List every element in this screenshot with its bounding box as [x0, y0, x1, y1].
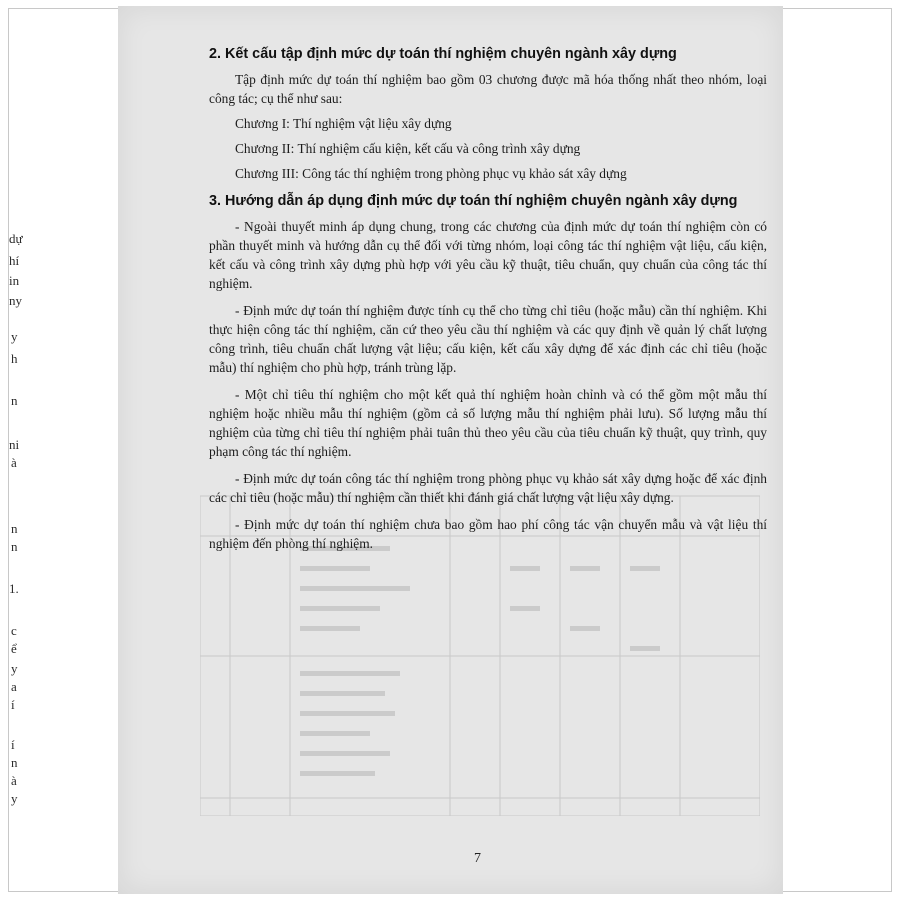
- facing-page-fragment: hí: [9, 253, 20, 268]
- facing-page-fragment: à: [11, 455, 17, 470]
- facing-page-fragment: í: [11, 697, 15, 712]
- chapter-list-item: Chương II: Thí nghiệm cấu kiện, kết cấu và công trình xây dựng: [235, 141, 581, 156]
- facing-page-fragment: dự: [9, 231, 23, 246]
- section-2-intro: Tập định mức dự toán thí nghiệm bao gồm 03 chương được mã hóa thống nhất theo nhóm, loại công tác; cụ thể như sau:: [209, 72, 767, 106]
- page-number: 7: [474, 851, 481, 866]
- facing-page-edge: [9, 9, 117, 891]
- facing-page-fragment: n: [11, 755, 18, 770]
- facing-page-fragment: n: [11, 521, 18, 536]
- section-3-paragraph: - Định mức dự toán công tác thí nghiệm trong phòng phục vụ khảo sát xây dựng hoặc để xác định các chỉ tiêu (hoặc mẫu) thí nghiệm cần thiết khi đánh giá chất lượng vật liệu xây dựng.: [209, 471, 767, 505]
- section-3-heading: 3. Hướng dẫn áp dụng định mức dự toán thí nghiệm chuyên ngành xây dựng: [209, 193, 738, 209]
- facing-page-fragment: n: [11, 539, 18, 554]
- chapter-list-item: Chương I: Thí nghiệm vật liệu xây dựng: [235, 116, 452, 131]
- facing-page-fragment: í: [11, 737, 15, 752]
- facing-page-fragment: n: [11, 393, 18, 408]
- document-page: [118, 6, 783, 894]
- facing-page-fragment: a: [11, 679, 17, 694]
- section-2-heading: 2. Kết cấu tập định mức dự toán thí nghiệm chuyên ngành xây dựng: [209, 46, 677, 62]
- section-3-paragraph: - Định mức dự toán thí nghiệm được tính cụ thể cho từng chỉ tiêu (hoặc mẫu) cần thí nghiệm. Khi thực hiện công tác thí nghiệm, căn cứ theo yêu cầu thí nghiệm và các quy định về quản lý chất lượng công trình, tiêu chuẩn chất lượng vật liệu; cấu kiện, kết cấu xây dựng để xác định các chỉ tiêu (hoặc mẫu) thí nghiệm cho phù hợp, tránh trùng lặp.: [209, 303, 767, 375]
- facing-page-fragment: y: [11, 329, 18, 344]
- facing-page-fragment: ny: [9, 293, 22, 308]
- facing-page-fragment: à: [11, 773, 17, 788]
- section-3-paragraph: - Định mức dự toán thí nghiệm chưa bao gồm hao phí công tác vận chuyển mẫu và vật liệu thí nghiệm đến phòng thí nghiệm.: [209, 517, 767, 551]
- facing-page-fragment: y: [11, 791, 18, 806]
- facing-page-fragment: c: [11, 623, 17, 638]
- facing-page-fragment: 1.: [9, 581, 19, 596]
- document-body: [209, 44, 767, 553]
- facing-page-fragment: y: [11, 661, 18, 676]
- facing-page-fragment: ni: [9, 437, 20, 452]
- facing-page-fragment: in: [9, 273, 20, 288]
- section-3-paragraph: - Một chỉ tiêu thí nghiệm cho một kết quả thí nghiệm hoàn chỉnh và có thể gồm một mẫu thí nghiệm hoặc nhiều mẫu thí nghiệm (gồm cả số lượng mẫu thí nghiệm phải lưu). Số lượng mẫu thí nghiệm của từng chỉ tiêu thí nghiệm phải tuân thủ theo yêu cầu của tiêu chuẩn kỹ thuật, quy trình, quy phạm công tác thí nghiệm.: [209, 387, 767, 459]
- facing-page-fragment: h: [11, 351, 18, 366]
- facing-page-fragment: ể: [11, 641, 17, 656]
- section-3-paragraph: - Ngoài thuyết minh áp dụng chung, trong các chương của định mức dự toán thí nghiệm còn có phần thuyết minh và hướng dẫn cụ thể đối với từng nhóm, loại công tác thí nghiệm vật liệu, cấu kiện, kết cấu và công trình xây dựng phù hợp với yêu cầu kỹ thuật, tiêu chuẩn, quy chuẩn của công tác thí nghiệm.: [209, 219, 767, 291]
- chapter-list-item: Chương III: Công tác thí nghiệm trong phòng phục vụ khảo sát xây dựng: [235, 166, 627, 181]
